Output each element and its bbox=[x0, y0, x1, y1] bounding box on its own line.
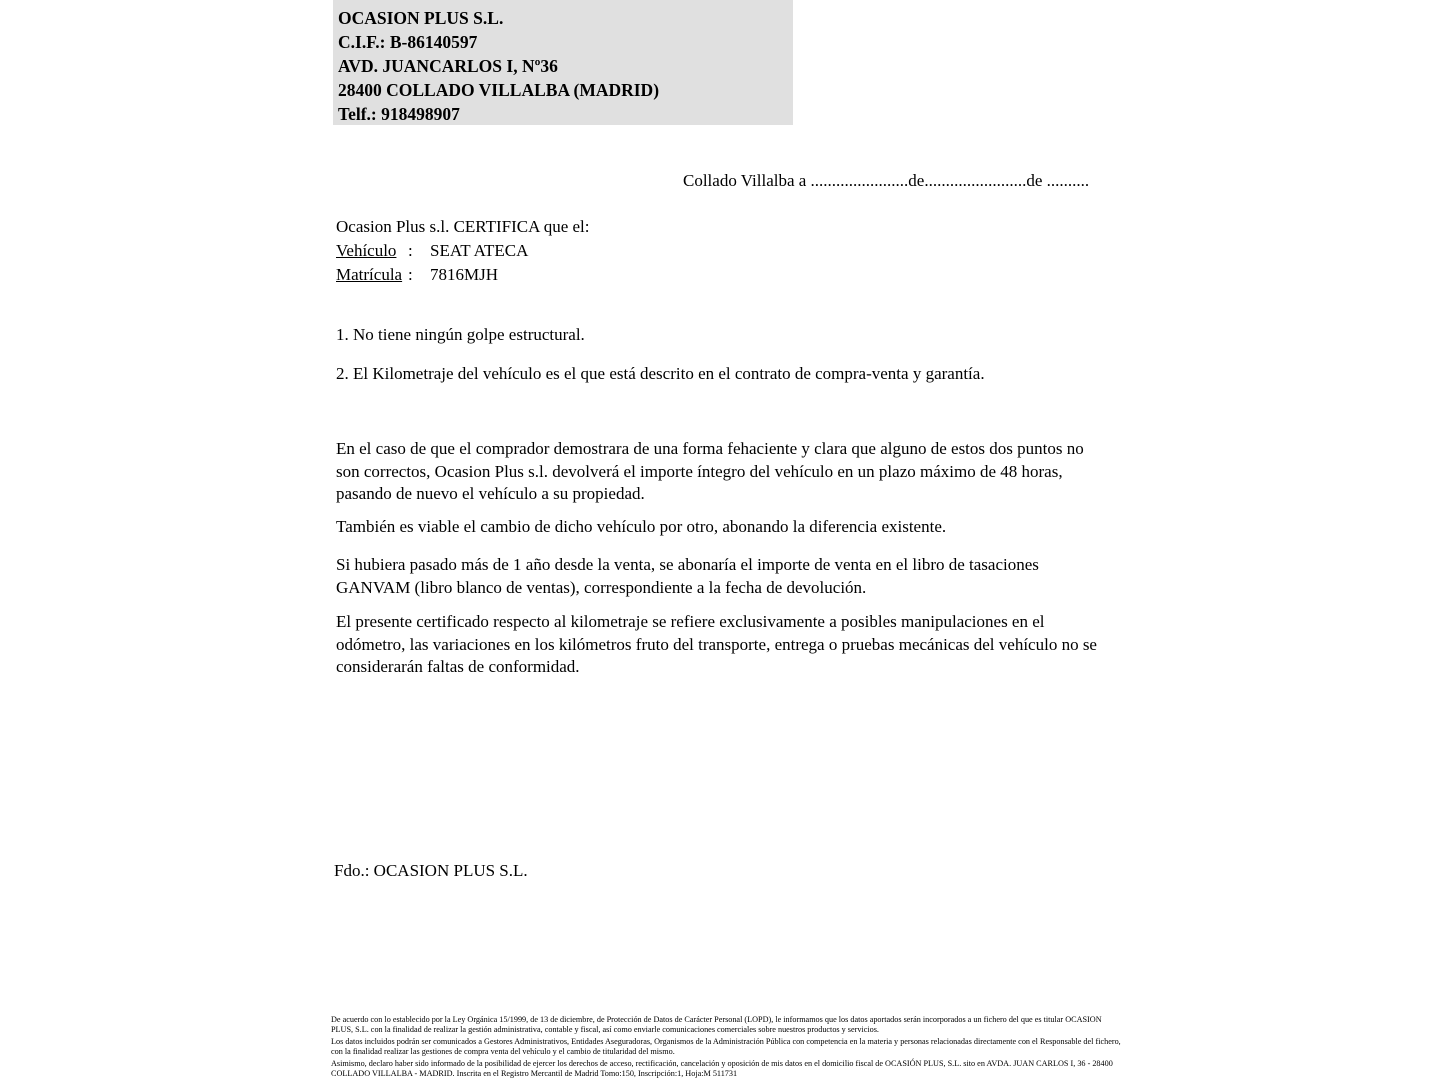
company-address-city: 28400 COLLADO VILLALBA (MADRID) bbox=[338, 80, 660, 100]
body-paragraph-3: Si hubiera pasado más de 1 año desde la venta, se abonaría el importe de venta en el libro de tasaciones GANVAM (libro blanco de ventas), correspondiente a la fecha de devolución. bbox=[336, 555, 1039, 597]
plate-separator: : bbox=[408, 265, 413, 284]
signature-line: Fdo.: OCASION PLUS S.L. bbox=[334, 861, 528, 880]
company-phone: Telf.: 918498907 bbox=[338, 104, 460, 124]
certified-point-2: 2. El Kilometraje del vehículo es el que está descrito en el contrato de compra-venta y garantía. bbox=[336, 364, 985, 383]
company-cif: C.I.F.: B-86140597 bbox=[338, 32, 478, 52]
vehicle-separator: : bbox=[408, 241, 413, 260]
plate-label: Matrícula bbox=[336, 265, 403, 284]
legal-footer-paragraph-1: De acuerdo con lo establecido por la Ley Orgánica 15/1999, de 13 de diciembre, de Protección de Datos de Carácter Personal (LOPD), le informamos que los datos aportados serán incorporados a un fichero del que es titular OCASION PLUS, S.L. con la finalidad de realizar la gestión administrativa, contable y fiscal, así como enviarle comunicaciones comerciales sobre nuestros productos y servicios. bbox=[331, 1015, 1102, 1034]
vehicle-label: Vehículo bbox=[336, 241, 397, 260]
body-paragraph-2: También es viable el cambio de dicho vehículo por otro, abonando la diferencia existente. bbox=[336, 517, 947, 536]
certifies-intro: Ocasion Plus s.l. CERTIFICA que el: bbox=[336, 217, 590, 236]
vehicle-value: SEAT ATECA bbox=[430, 241, 529, 260]
legal-footer bbox=[331, 1015, 1121, 1079]
legal-footer-paragraph-3: Asimismo, declaro haber sido informado de la posibilidad de ejercer los derechos de acceso, rectificación, cancelación y oposición de mis datos en el domicilio fiscal de OCASIÓN PLUS, S.L. sito en AVDA. JUAN CARLOS I, 36 - 28400 COLLADO VILLALBA - MADRID. Inscrita en el Registro Mercantil de Madrid Tomo:150, Inscripción:1, Hoja:M 511731 bbox=[331, 1059, 1113, 1078]
company-name: OCASION PLUS S.L. bbox=[338, 8, 504, 28]
certified-point-1: 1. No tiene ningún golpe estructural. bbox=[336, 325, 585, 344]
body-paragraph-1: En el caso de que el comprador demostrara de una forma fehaciente y clara que alguno de estos dos puntos no son correctos, Ocasion Plus s.l. devolverá el importe íntegro del vehículo en un plazo máximo de 48 horas, pasando de nuevo el vehículo a su propiedad. bbox=[336, 439, 1084, 503]
company-header-block bbox=[333, 0, 793, 125]
company-address-street: AVD. JUANCARLOS I, Nº36 bbox=[338, 56, 558, 76]
date-line: Collado Villalba a .......................de........................de .......... bbox=[683, 171, 1090, 190]
plate-row bbox=[336, 263, 590, 287]
body-paragraph-4: El presente certificado respecto al kilometraje se refiere exclusivamente a posibles manipulaciones en el odómetro, las variaciones en los kilómetros fruto del transporte, entrega o pruebas mecánicas del vehículo no se considerarán faltas de conformidad. bbox=[336, 612, 1097, 676]
legal-footer-paragraph-2: Los datos incluidos podrán ser comunicados a Gestores Administrativos, Entidades Aseguradoras, Organismos de la Administración Pública con competencia en la materia y personas relacionadas directamente con el Responsable del fichero, con la finalidad realizar las gestiones de compra venta del vehículo y el cambio de titularidad del mismo. bbox=[331, 1037, 1121, 1056]
vehicle-row bbox=[336, 239, 590, 263]
certification-block bbox=[336, 215, 590, 287]
plate-value: 7816MJH bbox=[430, 265, 499, 284]
